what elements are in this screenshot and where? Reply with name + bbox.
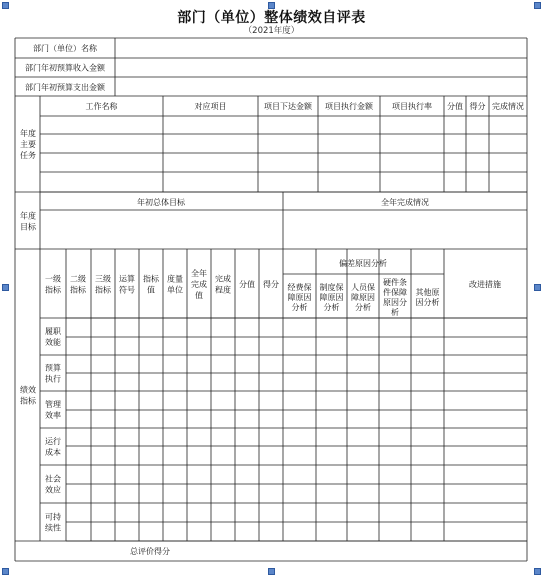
task-header-6: 分值 (447, 102, 463, 111)
task-header-5: 项目执行率 (392, 102, 432, 111)
resize-handle-middle-right[interactable] (534, 284, 541, 291)
perf-category-4: 成本 (45, 448, 61, 457)
perf-header-level3: 指标 (95, 285, 111, 295)
goals-right-header: 全年完成情况 (381, 198, 429, 207)
task-header-8: 完成情况 (492, 102, 524, 111)
perf-header-completion: 程度 (215, 285, 231, 295)
resize-handle-top-center[interactable] (268, 2, 275, 9)
perf-category-5: 效应 (45, 485, 61, 495)
deviation-sub-4: 件保障 (383, 288, 407, 297)
perf-header-index-value: 指标 (143, 274, 159, 284)
task-header-3: 项目下达金额 (264, 102, 312, 111)
deviation-sub-5: 其他原 (415, 288, 440, 297)
resize-handle-top-left[interactable] (2, 2, 9, 9)
perf-category-3: 管理 (45, 400, 61, 409)
performance-label: 指标 (20, 396, 36, 406)
page-title: 部门（单位）整体绩效自评表 (177, 10, 366, 26)
deviation-sub-3: 分析 (355, 303, 371, 312)
annual-goals-label: 年度 (20, 211, 36, 221)
perf-category-5: 社会 (45, 474, 61, 484)
perf-category-6: 续性 (45, 523, 61, 533)
annual-tasks-label: 主要 (20, 140, 36, 149)
deviation-sub-1: 分析 (291, 303, 308, 312)
row-label-2: 部门年初预算收入金额 (25, 63, 105, 73)
deviation-sub-1: 障原因 (287, 293, 312, 302)
resize-handle-bottom-right[interactable] (534, 568, 541, 575)
row-label-1: 部门（单位）名称 (33, 44, 97, 53)
perf-header-score-value: 分值 (239, 280, 255, 289)
table-grid (15, 38, 527, 561)
resize-handle-middle-left[interactable] (2, 284, 9, 291)
perf-header-unit: 度量 (167, 274, 183, 284)
perf-header-operator: 运算 (119, 274, 135, 284)
task-header-2: 对应项目 (194, 102, 227, 111)
task-header-4: 项目执行金额 (325, 102, 373, 111)
deviation-sub-3: 人员保 (351, 283, 375, 292)
perf-header-unit: 单位 (167, 285, 183, 295)
task-header-7: 得分 (469, 102, 486, 111)
deviation-sub-2: 制度保 (319, 283, 344, 292)
perf-header-level2: 二级 (70, 274, 86, 284)
perf-header-operator: 符号 (119, 285, 135, 295)
page-subtitle: （2021年度） (243, 26, 300, 36)
row-label-3: 部门年初预算支出金额 (25, 83, 105, 92)
table-text (20, 43, 524, 556)
task-header-1: 工作名称 (85, 102, 118, 111)
deviation-sub-4: 原因分 (383, 298, 407, 307)
resize-handle-bottom-left[interactable] (2, 568, 9, 575)
annual-tasks-label: 年度 (20, 129, 36, 138)
perf-header-level2: 指标 (70, 285, 86, 295)
perf-category-2: 预算 (45, 363, 61, 373)
perf-category-4: 运行 (45, 437, 61, 446)
perf-header-index-value: 值 (147, 285, 155, 295)
deviation-sub-2: 障原因 (319, 293, 344, 302)
deviation-sub-4: 硬件条 (383, 278, 407, 287)
deviation-sub-1: 经费保 (287, 283, 312, 292)
perf-category-3: 效率 (45, 411, 61, 420)
deviation-sub-3: 障原因 (351, 293, 375, 302)
deviation-sub-5: 因分析 (415, 298, 440, 307)
perf-category-2: 执行 (45, 374, 61, 384)
perf-category-6: 可持 (45, 512, 61, 522)
resize-handle-top-right[interactable] (534, 2, 541, 9)
perf-category-1: 效能 (45, 338, 61, 347)
deviation-sub-4: 析 (391, 308, 399, 317)
perf-header-annual-value: 完成 (191, 280, 207, 289)
perf-header-score: 得分 (263, 280, 279, 289)
perf-header-improvement: 改进措施 (469, 280, 501, 289)
perf-header-annual-value: 值 (195, 291, 203, 300)
perf-header-level3: 三级 (95, 274, 111, 284)
performance-label: 绩效 (20, 385, 36, 395)
perf-category-1: 履职 (45, 327, 61, 336)
deviation-sub-2: 分析 (323, 303, 340, 312)
perf-header-level1: 一级 (45, 274, 61, 284)
perf-header-completion: 完成 (215, 274, 231, 284)
annual-goals-label: 目标 (20, 222, 36, 232)
annual-tasks-label: 任务 (20, 151, 36, 160)
resize-handle-bottom-center[interactable] (268, 568, 275, 575)
total-score-label: 总评价得分 (130, 547, 170, 556)
perf-header-annual-value: 全年 (191, 269, 207, 278)
perf-header-deviation: 偏差原因分析 (339, 259, 387, 268)
goals-left-header: 年初总体目标 (137, 198, 185, 207)
perf-header-level1: 指标 (45, 285, 61, 295)
